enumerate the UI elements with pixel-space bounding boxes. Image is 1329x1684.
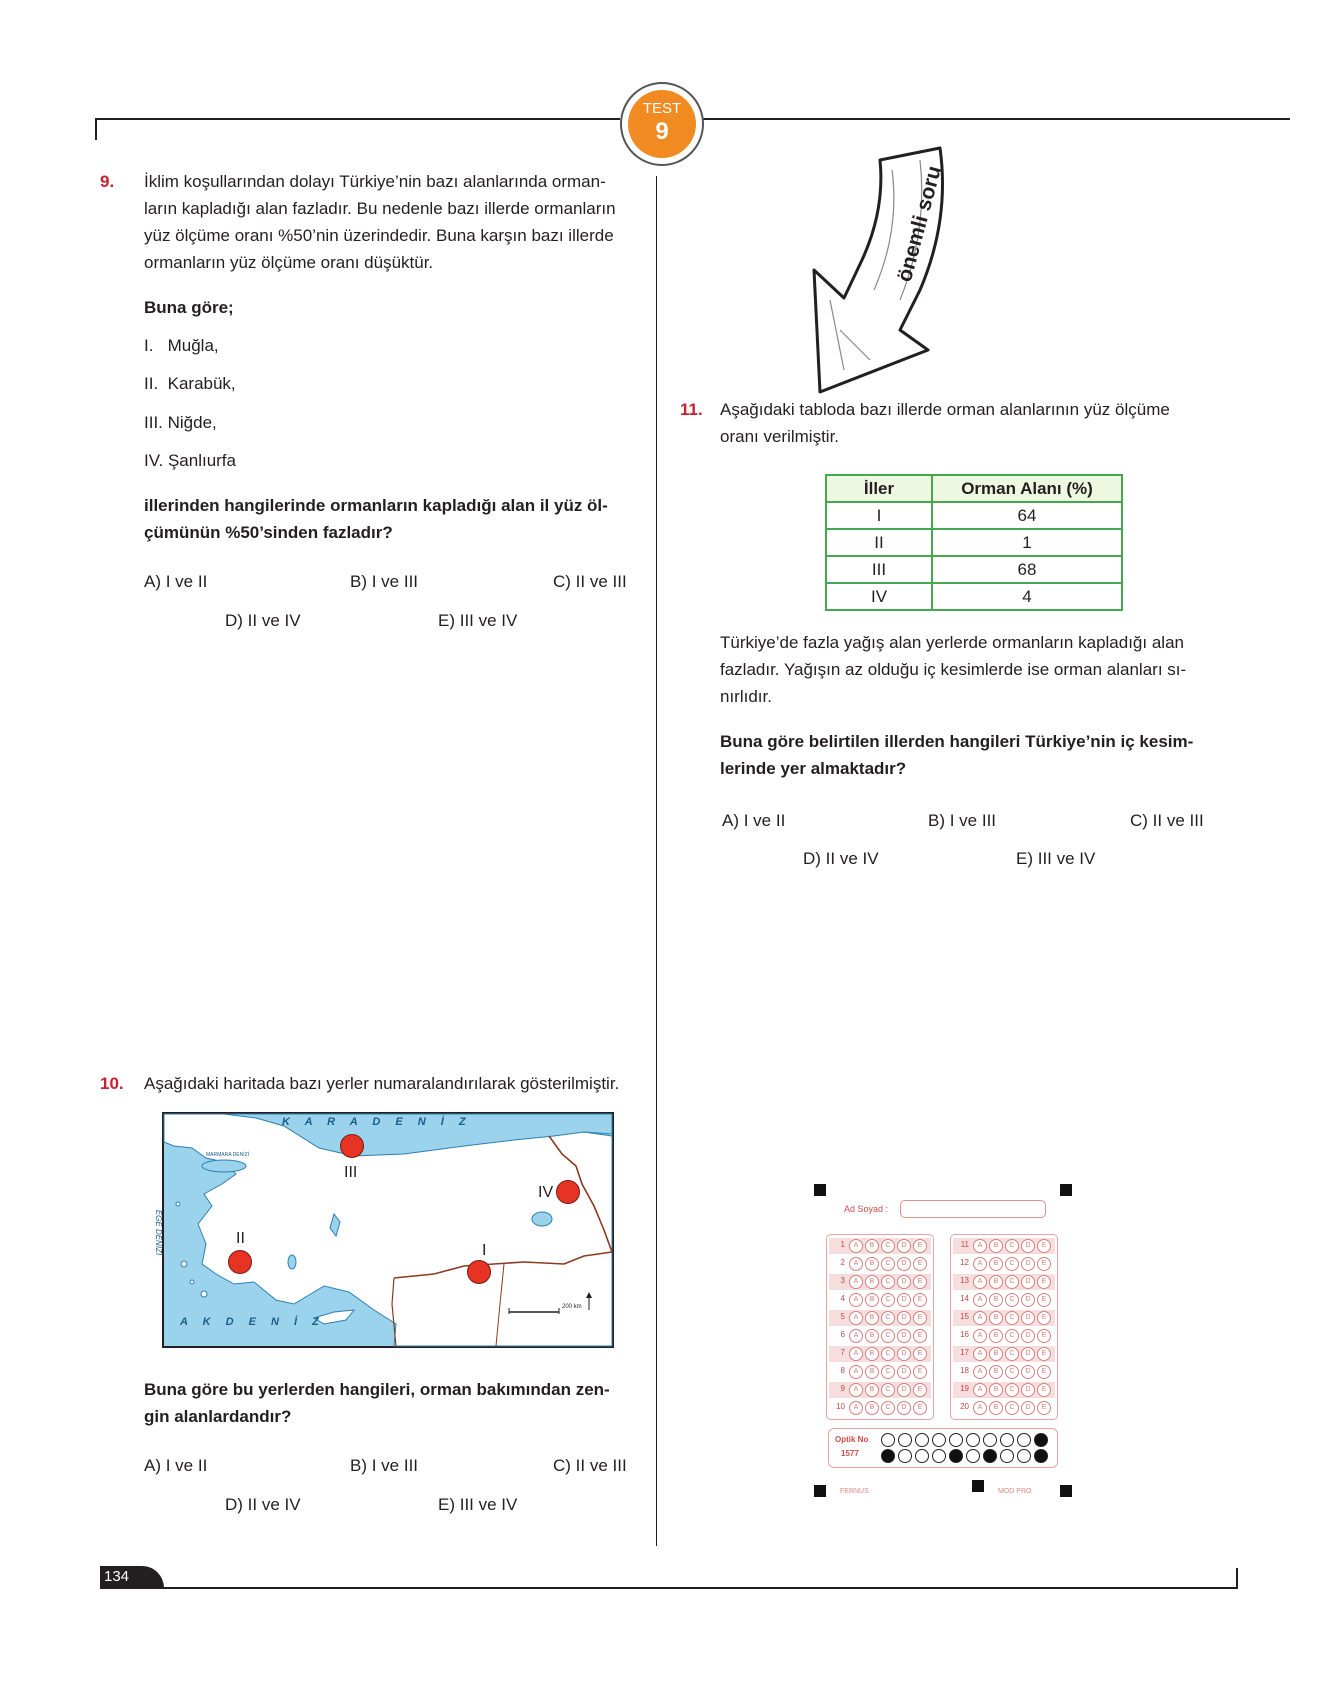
answer-row xyxy=(953,1346,1055,1362)
answer-bubble[interactable]: E xyxy=(913,1347,927,1361)
answer-bubble[interactable]: D xyxy=(1021,1383,1035,1397)
answer-bubble[interactable]: C xyxy=(881,1239,895,1253)
answer-row xyxy=(829,1382,931,1398)
answer-bubble[interactable]: A xyxy=(973,1347,987,1361)
q9-item: II. Karabük, xyxy=(144,374,236,393)
optic-bubble xyxy=(881,1433,895,1447)
table-header: Orman Alanı (%) xyxy=(932,475,1122,502)
optic-bubble xyxy=(949,1433,963,1447)
answer-row xyxy=(953,1382,1055,1398)
answer-bubble[interactable]: C xyxy=(881,1383,895,1397)
answer-bubble[interactable]: E xyxy=(1037,1293,1051,1307)
q11-option-b[interactable]: B) I ve III xyxy=(928,811,997,830)
answer-row-number: 9 xyxy=(840,1384,845,1393)
answer-bubble[interactable]: E xyxy=(1037,1401,1051,1415)
optic-box xyxy=(828,1428,1058,1468)
table-row xyxy=(826,529,1122,556)
answer-bubble[interactable]: C xyxy=(881,1311,895,1325)
map-marker-iii xyxy=(340,1134,364,1158)
q9-lead: Buna göre; xyxy=(144,298,234,317)
q10-stem: Aşağıdaki haritada bazı yerler numaralandırılarak gösterilmiştir. xyxy=(144,1074,620,1093)
optic-row xyxy=(881,1449,1057,1463)
answer-bubble[interactable]: D xyxy=(1021,1257,1035,1271)
answer-bubble[interactable]: E xyxy=(913,1311,927,1325)
map-label-ii: II xyxy=(236,1230,245,1247)
name-label: Ad Soyad : xyxy=(844,1204,889,1214)
table-cell: 68 xyxy=(932,556,1122,583)
page-number: 134 xyxy=(100,1566,164,1588)
important-question-label: önemli soru xyxy=(893,163,947,285)
answer-bubble[interactable]: A xyxy=(849,1311,863,1325)
answer-bubble[interactable]: E xyxy=(1037,1365,1051,1379)
optic-bubble xyxy=(915,1433,929,1447)
answer-bubble[interactable]: D xyxy=(1021,1347,1035,1361)
answer-bubble[interactable]: B xyxy=(865,1401,879,1415)
answer-bubble[interactable]: C xyxy=(881,1347,895,1361)
q11-option-a[interactable]: A) I ve II xyxy=(722,811,786,830)
q10-option-d[interactable]: D) II ve IV xyxy=(225,1495,301,1514)
answer-bubble[interactable]: D xyxy=(897,1347,911,1361)
q11-stem-line: oranı verilmiştir. xyxy=(720,427,840,446)
answer-bubble[interactable]: C xyxy=(1005,1275,1019,1289)
header-rule-tick xyxy=(95,118,97,140)
answer-row-number: 8 xyxy=(840,1366,845,1375)
answer-bubble[interactable]: B xyxy=(865,1257,879,1271)
table-header-row xyxy=(826,475,1122,502)
answer-row-number: 19 xyxy=(960,1384,969,1393)
q10-question xyxy=(144,1376,634,1430)
answer-bubble[interactable]: B xyxy=(989,1365,1003,1379)
q11-question-line: Buna göre belirtilen illerden hangileri Türkiye’nin iç kesim- xyxy=(720,732,1194,751)
test-badge xyxy=(620,82,704,166)
answer-bubble[interactable]: C xyxy=(1005,1293,1019,1307)
answer-row-number: 11 xyxy=(960,1240,969,1249)
answer-row xyxy=(953,1364,1055,1380)
table-cell: 1 xyxy=(932,529,1122,556)
island xyxy=(181,1261,187,1267)
map-marker-i xyxy=(467,1260,491,1284)
brand-left: FERNUS xyxy=(840,1488,869,1495)
answer-bubble[interactable]: E xyxy=(1037,1239,1051,1253)
answer-bubble[interactable]: B xyxy=(865,1329,879,1343)
answer-bubble[interactable]: B xyxy=(865,1365,879,1379)
optic-bubble xyxy=(983,1433,997,1447)
answer-row-number: 6 xyxy=(840,1330,845,1339)
answer-bubble[interactable]: B xyxy=(989,1401,1003,1415)
header-rule-right xyxy=(700,118,1290,120)
sheet-corner-mark xyxy=(814,1184,826,1196)
answer-bubble[interactable]: C xyxy=(1005,1347,1019,1361)
optic-bubble xyxy=(932,1449,946,1463)
answer-bubble[interactable]: E xyxy=(1037,1257,1051,1271)
answer-bubble[interactable]: E xyxy=(1037,1311,1051,1325)
optic-row xyxy=(881,1433,1057,1447)
answer-bubble[interactable]: E xyxy=(1037,1329,1051,1343)
q9-stem-line: ormanların yüz ölçüme oranı düşüktür. xyxy=(144,253,434,272)
turkey-map xyxy=(154,1112,614,1348)
answer-row xyxy=(829,1346,931,1362)
q9-item: I. Muğla, xyxy=(144,336,219,355)
answer-row xyxy=(829,1400,931,1416)
island xyxy=(201,1291,207,1297)
q9-number: 9. xyxy=(100,172,115,191)
map-drawing xyxy=(164,1114,612,1346)
optic-label: Optik No xyxy=(835,1435,869,1444)
q10-option-c[interactable]: C) II ve III xyxy=(553,1456,627,1475)
answer-bubble[interactable]: A xyxy=(849,1401,863,1415)
answer-row xyxy=(829,1238,931,1254)
answer-row-number: 1 xyxy=(840,1240,845,1249)
brand-right: MOD PRO xyxy=(998,1488,1032,1495)
q9-option-b[interactable]: B) I ve III xyxy=(350,572,419,591)
answer-bubble[interactable]: C xyxy=(881,1275,895,1289)
optic-bubble xyxy=(1000,1433,1014,1447)
q11-question xyxy=(720,728,1210,782)
answer-bubble[interactable]: D xyxy=(897,1239,911,1253)
optic-bubble xyxy=(898,1433,912,1447)
answer-bubble[interactable]: D xyxy=(897,1311,911,1325)
table-cell: IV xyxy=(826,583,932,610)
q11-option-c[interactable]: C) II ve III xyxy=(1130,811,1204,830)
answer-bubble[interactable]: A xyxy=(849,1365,863,1379)
answer-bubble[interactable]: C xyxy=(1005,1239,1019,1253)
q9-item: III. Niğde, xyxy=(144,413,217,432)
answer-bubble[interactable]: D xyxy=(1021,1275,1035,1289)
answer-bubble[interactable]: C xyxy=(1005,1329,1019,1343)
answer-bubble[interactable]: E xyxy=(1037,1383,1051,1397)
answer-bubble[interactable]: C xyxy=(1005,1311,1019,1325)
table-row xyxy=(826,556,1122,583)
answer-row xyxy=(829,1328,931,1344)
answer-bubble[interactable]: D xyxy=(1021,1239,1035,1253)
q9-question-line: illerinden hangilerinde ormanların kapladığı alan il yüz öl- xyxy=(144,496,608,515)
answer-row-number: 4 xyxy=(840,1294,845,1303)
answer-bubble[interactable]: B xyxy=(865,1293,879,1307)
sea-label-west: EGE DENİZİ xyxy=(154,1209,164,1256)
marmara-sea xyxy=(202,1160,246,1172)
answer-bubble[interactable]: D xyxy=(1021,1329,1035,1343)
answer-sheet xyxy=(812,1184,1074,1504)
answer-bubble[interactable]: A xyxy=(973,1401,987,1415)
optic-bubble-filled xyxy=(1034,1433,1048,1447)
answer-bubble[interactable]: C xyxy=(881,1257,895,1271)
optic-bubble-filled xyxy=(1034,1449,1048,1463)
answer-bubble[interactable]: C xyxy=(1005,1383,1019,1397)
answer-row xyxy=(953,1292,1055,1308)
island xyxy=(190,1280,194,1284)
optic-bubble-filled xyxy=(881,1449,895,1463)
q10-question-line: Buna göre bu yerlerden hangileri, orman bakımından zen- xyxy=(144,1380,610,1399)
island xyxy=(176,1202,180,1206)
answer-bubble[interactable]: B xyxy=(865,1311,879,1325)
sheet-corner-mark xyxy=(1060,1485,1072,1497)
answer-bubble[interactable]: B xyxy=(989,1239,1003,1253)
answer-bubble[interactable]: D xyxy=(1021,1365,1035,1379)
optic-bubble xyxy=(966,1433,980,1447)
lake-egirdir xyxy=(288,1255,296,1269)
answer-bubble[interactable]: B xyxy=(989,1293,1003,1307)
answer-bubble[interactable]: C xyxy=(881,1401,895,1415)
answer-row-number: 5 xyxy=(840,1312,845,1321)
answer-bubble[interactable]: C xyxy=(1005,1401,1019,1415)
footer-rule-tick xyxy=(1236,1568,1238,1588)
important-question-arrow xyxy=(800,140,970,395)
answer-bubble[interactable]: C xyxy=(881,1329,895,1343)
answer-row-number: 17 xyxy=(960,1348,969,1357)
answer-bubble[interactable]: C xyxy=(1005,1257,1019,1271)
optic-bubble-filled xyxy=(983,1449,997,1463)
q9-stem-line: İklim koşullarından dolayı Türkiye’nin bazı alanlarında orman- xyxy=(144,172,606,191)
answer-grid-right xyxy=(950,1234,1058,1420)
answer-bubble[interactable]: D xyxy=(897,1275,911,1289)
answer-bubble[interactable]: A xyxy=(973,1275,987,1289)
sea-label-south: A K D E N İ Z xyxy=(180,1316,325,1328)
answer-bubble[interactable]: B xyxy=(865,1383,879,1397)
name-field[interactable] xyxy=(900,1200,1046,1218)
answer-row xyxy=(953,1238,1055,1254)
q11-question-line: lerinde yer almaktadır? xyxy=(720,759,907,778)
answer-bubble[interactable]: E xyxy=(913,1383,927,1397)
q11-info-line: Türkiye’de fazla yağış alan yerlerde ormanların kapladığı alan xyxy=(720,633,1184,652)
q11-info xyxy=(720,629,1200,710)
sea-label-north: K A R A D E N İ Z xyxy=(282,1116,472,1128)
q11-option-e[interactable]: E) III ve IV xyxy=(1016,849,1096,868)
answer-row-number: 7 xyxy=(840,1348,845,1357)
answer-bubble[interactable]: A xyxy=(849,1347,863,1361)
q11-info-line: fazladır. Yağışın az olduğu iç kesimlerde ise orman alanları sı- xyxy=(720,660,1187,679)
answer-bubble[interactable]: A xyxy=(849,1275,863,1289)
map-label-iii: III xyxy=(344,1164,358,1181)
answer-bubble[interactable]: A xyxy=(973,1239,987,1253)
answer-bubble[interactable]: E xyxy=(913,1401,927,1415)
answer-row xyxy=(829,1292,931,1308)
answer-row-number: 20 xyxy=(960,1402,969,1411)
answer-row xyxy=(829,1274,931,1290)
answer-bubble[interactable]: D xyxy=(1021,1293,1035,1307)
q11-stem-line: Aşağıdaki tabloda bazı illerde orman alanlarının yüz ölçüme xyxy=(720,400,1170,419)
answer-bubble[interactable]: E xyxy=(1037,1347,1051,1361)
answer-bubble[interactable]: E xyxy=(913,1293,927,1307)
q9-stem-line: ların kapladığı alan fazladır. Bu nedenle bazı illerde ormanların xyxy=(144,199,616,218)
answer-bubble[interactable]: B xyxy=(989,1275,1003,1289)
answer-bubble[interactable]: A xyxy=(849,1239,863,1253)
answer-row-number: 15 xyxy=(960,1312,969,1321)
answer-bubble[interactable]: D xyxy=(1021,1401,1035,1415)
answer-row-number: 12 xyxy=(960,1258,969,1267)
answer-row xyxy=(829,1310,931,1326)
answer-bubble[interactable]: A xyxy=(849,1257,863,1271)
answer-bubble[interactable]: E xyxy=(913,1275,927,1289)
q9-option-e[interactable]: E) III ve IV xyxy=(438,611,518,630)
table-cell: II xyxy=(826,529,932,556)
test-number: 9 xyxy=(655,118,669,145)
table-row xyxy=(826,502,1122,529)
answer-row-number: 10 xyxy=(836,1402,845,1411)
answer-row-number: 16 xyxy=(960,1330,969,1339)
q9-item: IV. Şanlıurfa xyxy=(144,451,236,470)
test-word: TEST xyxy=(642,100,682,117)
answer-row xyxy=(953,1256,1055,1272)
answer-bubble[interactable]: C xyxy=(1005,1365,1019,1379)
answer-bubble[interactable]: A xyxy=(849,1329,863,1343)
lake-van xyxy=(532,1212,552,1226)
answer-bubble[interactable]: A xyxy=(973,1383,987,1397)
optic-bubble xyxy=(1017,1433,1031,1447)
optic-bubble-filled xyxy=(949,1449,963,1463)
answer-row xyxy=(953,1274,1055,1290)
answer-bubble[interactable]: B xyxy=(989,1329,1003,1343)
answer-row xyxy=(953,1310,1055,1326)
table-header: İller xyxy=(826,475,932,502)
answer-bubble[interactable]: D xyxy=(897,1401,911,1415)
table-cell: I xyxy=(826,502,932,529)
answer-bubble[interactable]: A xyxy=(973,1329,987,1343)
answer-bubble[interactable]: B xyxy=(865,1347,879,1361)
q9-question xyxy=(144,492,634,546)
answer-bubble[interactable]: A xyxy=(973,1293,987,1307)
answer-bubble[interactable]: A xyxy=(849,1383,863,1397)
q9-option-a[interactable]: A) I ve II xyxy=(144,572,208,591)
answer-grid-left xyxy=(826,1234,934,1420)
sheet-corner-mark xyxy=(814,1485,826,1497)
answer-bubble[interactable]: A xyxy=(849,1293,863,1307)
sheet-corner-mark xyxy=(972,1480,984,1492)
table-cell: III xyxy=(826,556,932,583)
optic-bubble xyxy=(966,1449,980,1463)
map-label-iv: IV xyxy=(538,1184,554,1201)
optic-bubble xyxy=(915,1449,929,1463)
table-cell: 64 xyxy=(932,502,1122,529)
map-label-i: I xyxy=(482,1242,487,1259)
answer-bubble[interactable]: D xyxy=(897,1257,911,1271)
answer-bubble[interactable]: B xyxy=(865,1239,879,1253)
q11-info-line: nırlıdır. xyxy=(720,687,772,706)
q9-option-c[interactable]: C) II ve III xyxy=(553,572,627,591)
header-rule-left xyxy=(95,118,620,120)
optic-number: 1577 xyxy=(841,1449,859,1458)
q10-question-line: gin alanlardandır? xyxy=(144,1407,292,1426)
answer-bubble[interactable]: C xyxy=(881,1293,895,1307)
footer-rule xyxy=(100,1587,1238,1589)
q11-option-d[interactable]: D) II ve IV xyxy=(803,849,879,868)
q9-stem-line: yüz ölçüme oranı %50’nin üzerindedir. Buna karşın bazı illerde xyxy=(144,226,614,245)
q9-question-line: çümünün %50’sinden fazladır? xyxy=(144,523,393,542)
q9-option-d[interactable]: D) II ve IV xyxy=(225,611,301,630)
q9-stem xyxy=(144,168,630,276)
answer-bubble[interactable]: D xyxy=(1021,1311,1035,1325)
answer-bubble[interactable]: A xyxy=(973,1257,987,1271)
answer-bubble[interactable]: E xyxy=(913,1365,927,1379)
map-marker-ii xyxy=(228,1250,252,1274)
q10-option-b[interactable]: B) I ve III xyxy=(350,1456,419,1475)
q10-option-a[interactable]: A) I ve II xyxy=(144,1456,208,1475)
answer-row xyxy=(953,1328,1055,1344)
answer-bubble[interactable]: E xyxy=(1037,1275,1051,1289)
answer-row-number: 13 xyxy=(960,1276,969,1285)
forest-table xyxy=(825,474,1123,611)
column-divider xyxy=(656,176,657,1546)
scale-label: 200 km xyxy=(562,1304,582,1310)
q11-number: 11. xyxy=(680,400,703,419)
q10-option-e[interactable]: E) III ve IV xyxy=(438,1495,518,1514)
answer-bubble[interactable]: B xyxy=(989,1347,1003,1361)
optic-bubble xyxy=(1000,1449,1014,1463)
answer-bubble[interactable]: C xyxy=(881,1365,895,1379)
q10-number: 10. xyxy=(100,1074,124,1093)
answer-bubble[interactable]: D xyxy=(897,1329,911,1343)
answer-row-number: 2 xyxy=(840,1258,845,1267)
answer-row xyxy=(829,1364,931,1380)
sea-label-marmara: MARMARA DENİZİ xyxy=(206,1152,250,1158)
answer-row xyxy=(829,1256,931,1272)
answer-bubble[interactable]: E xyxy=(913,1257,927,1271)
answer-bubble[interactable]: D xyxy=(897,1293,911,1307)
answer-bubble[interactable]: B xyxy=(989,1311,1003,1325)
answer-bubble[interactable]: E xyxy=(913,1239,927,1253)
answer-bubble[interactable]: B xyxy=(989,1383,1003,1397)
map-marker-iv xyxy=(556,1180,580,1204)
answer-row-number: 3 xyxy=(840,1276,845,1285)
table-cell: 4 xyxy=(932,583,1122,610)
optic-bubble xyxy=(932,1433,946,1447)
answer-row-number: 18 xyxy=(960,1366,969,1375)
answer-bubble[interactable]: D xyxy=(897,1383,911,1397)
answer-bubble[interactable]: E xyxy=(913,1329,927,1343)
answer-bubble[interactable]: B xyxy=(989,1257,1003,1271)
optic-bubble xyxy=(898,1449,912,1463)
answer-bubble[interactable]: A xyxy=(973,1311,987,1325)
q11-stem xyxy=(720,396,1200,450)
optic-bubble xyxy=(1017,1449,1031,1463)
answer-row xyxy=(953,1400,1055,1416)
sheet-corner-mark xyxy=(1060,1184,1072,1196)
table-row xyxy=(826,583,1122,610)
answer-bubble[interactable]: D xyxy=(897,1365,911,1379)
answer-bubble[interactable]: A xyxy=(973,1365,987,1379)
answer-row-number: 14 xyxy=(960,1294,969,1303)
answer-bubble[interactable]: B xyxy=(865,1275,879,1289)
